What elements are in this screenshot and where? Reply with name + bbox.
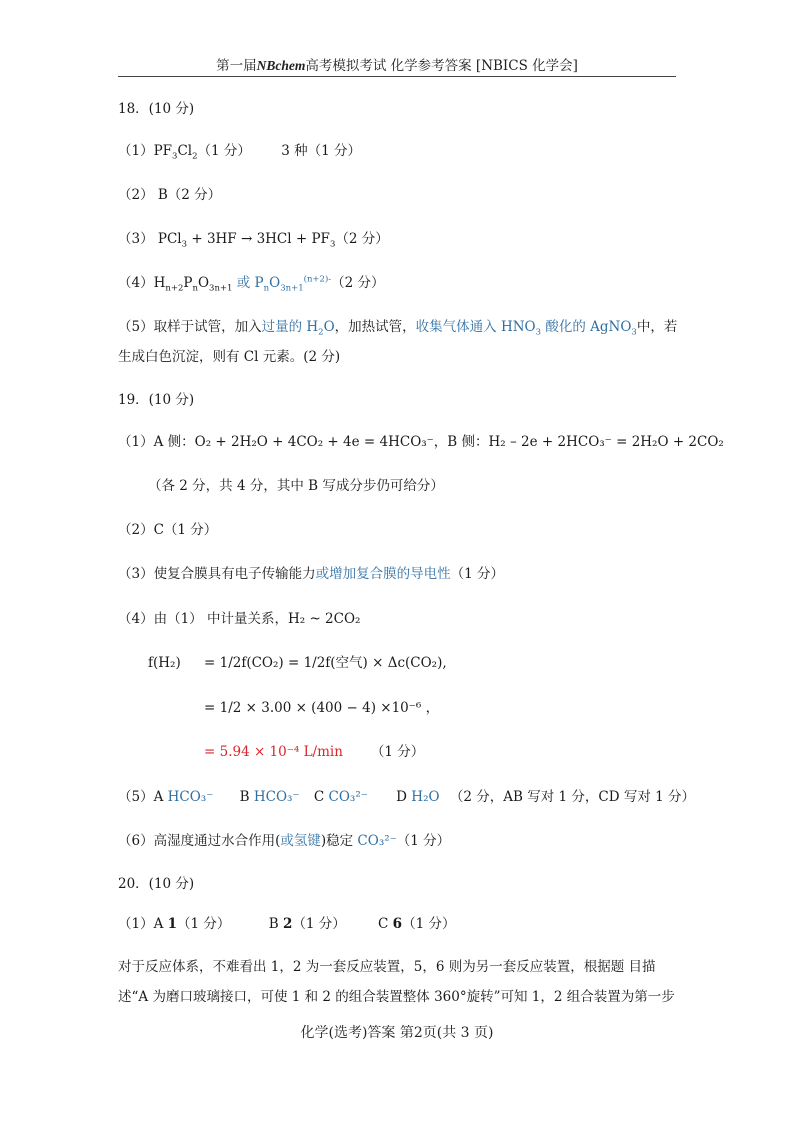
header-post: 高考模拟考试 化学参考答案 [NBICS 化学会] (305, 58, 578, 74)
q19-part4-eq1: = 1/2f(CO₂) = 1/2f(空气) × Δc(CO₂), (204, 655, 447, 671)
q19-part1: （1）A 侧：O₂ + 2H₂O + 4CO₂ + 4e = 4HCO₃⁻，B 侧：H₂ – 2e + 2HCO₃⁻ = 2H₂O + 2CO₂ (118, 434, 724, 450)
q18-part3: （3） $PCl_3 + 3HF \to 3HCl + PF_3(2$ 分） (118, 231, 389, 250)
q20-title: 20．(10 分) (118, 876, 195, 892)
q19-part4-intro: （4）由（1） 中计量关系，H₂ ~ 2CO₂ (118, 611, 361, 627)
q20-part1: （1）A 1（1 分） B 2（1 分） C 6（1 分） (118, 916, 456, 932)
header-brand: NBchem (256, 58, 306, 73)
q19-part4-eq2: = 1/2 × 3.00 × (400 − 4) ×10⁻⁶ ， (204, 700, 440, 716)
page-header (118, 54, 676, 74)
q19-part1-note: （各 2 分，共 4 分，其中 B 写成分步仍可给分） (148, 478, 444, 494)
q18-part2: （2） B（2 分） (118, 187, 222, 203)
q18-part5-line1: （5）取样于试管，加入过量的 $H_2O$，加热试管，收集气体通入 $HNO_3$ 酸化的 AgNO$_3$中，若 (118, 319, 678, 338)
q18-part5-line2: 生成白色沉淀，则有 Cl 元素。(2 分) (118, 349, 341, 365)
q20-para-line1: 对于反应体系，不难看出 1，2 为一套反应装置，5，6 则为另一套反应装置，根据题 目描 (118, 959, 656, 975)
q19-title: 19．(10 分) (118, 392, 195, 408)
header-pre: 第一届 (216, 58, 257, 74)
arrow-icon: → (240, 231, 253, 247)
page-footer: 化学(选考)答案 第2页(共 3 页) (300, 1025, 494, 1041)
q19-part6: （6）高湿度通过水合作用(或氢键)稳定 CO₃²⁻（1 分） (118, 833, 451, 849)
q18-part1: $(1)PF_3Cl_2(1$ 分） 3 种（1 分） (118, 143, 361, 162)
q19-part4-lhs: f(H₂) (148, 655, 181, 671)
q19-part5: （5）A HCO₃⁻ B HCO₃⁻ C CO₃²⁻ D H₂O （2 分，AB 写对 1 分，CD 写对 1 分） (118, 789, 695, 805)
q18-title: 18．(10 分) (118, 101, 195, 117)
q19-part3: （3）使复合膜具有电子传输能力或增加复合膜的导电性（1 分） (118, 566, 504, 582)
q20-para-line2: 述“A 为磨口玻璃接口，可使 1 和 2 的组合装置整体 360°旋转”可知 1，2 组合装置为第一步 (118, 989, 675, 1005)
q19-part4-eq3: = 5.94 × 10⁻⁴ L/min （1 分） (204, 744, 425, 760)
q19-part2: （2）C（1 分） (118, 522, 218, 538)
header-rule (118, 76, 676, 77)
q18-part4: $(4)H_{n+2}P_nO_{3n+1}$ 或 $P_nO_{3n+1}^{(n+2)-}(2$ 分） (118, 274, 385, 294)
